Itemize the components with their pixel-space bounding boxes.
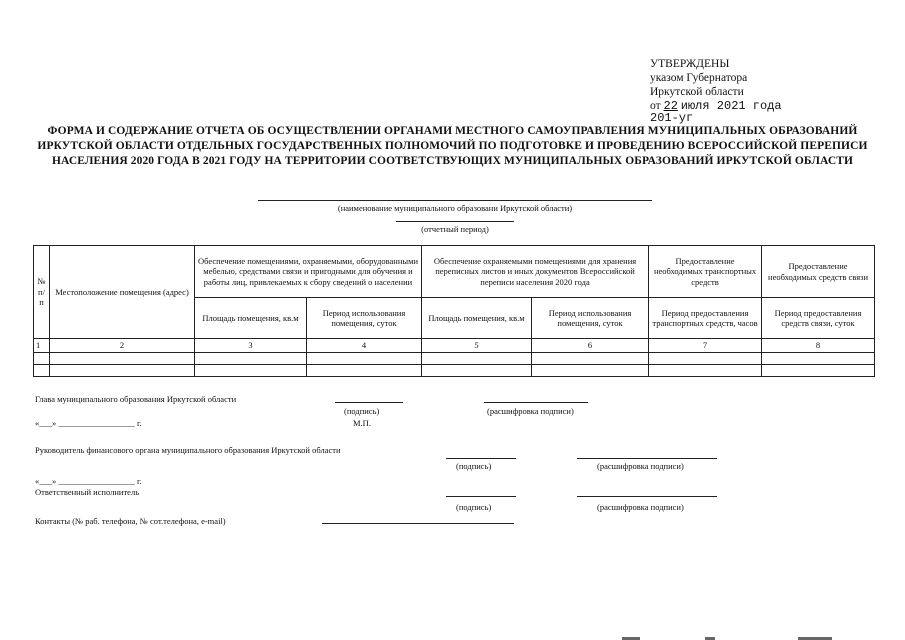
table-cell[interactable] [307, 364, 422, 376]
contacts-line[interactable] [322, 523, 514, 524]
table-cell[interactable] [762, 364, 875, 376]
table-cell[interactable] [50, 364, 195, 376]
table-cell[interactable] [532, 352, 649, 364]
table-cell[interactable] [649, 364, 762, 376]
finance-signature-caption: (подпись) [456, 461, 492, 471]
table-cell[interactable] [762, 352, 875, 364]
table-cell[interactable] [649, 352, 762, 364]
period-caption: (отчетный период) [421, 224, 489, 234]
head-decoding-line[interactable] [484, 402, 588, 403]
column-number: 2 [50, 339, 195, 353]
approval-date-day: 22 [663, 99, 678, 113]
approval-date-month-year: июля 2021 года [680, 99, 782, 113]
executor-signature-line[interactable] [446, 496, 516, 497]
table-cell[interactable] [307, 352, 422, 364]
approval-number: 201-уг [650, 111, 694, 125]
header-transport-period: Период предоставления транспортных средств, часов [649, 298, 762, 339]
approval-line-3: Иркутской области [650, 86, 744, 98]
document-title: ФОРМА И СОДЕРЖАНИЕ ОТЧЕТА ОБ ОСУЩЕСТВЛЕНИИ ОРГАНАМИ МЕСТНОГО САМОУПРАВЛЕНИЯ МУНИЦИПАЛЬНЫХ ОБРАЗОВАНИЙ ИРКУТСКОЙ ОБЛАСТИ ОТДЕЛЬНЫХ ГОСУДАРСТВЕННЫХ ПОЛНОМОЧИЙ ПО ПОДГОТОВКЕ И ПРОВЕДЕНИЮ ВСЕРОССИЙСКОЙ ПЕРЕПИСИ НАСЕЛЕНИЯ 2020 ГОДА В 2021 ГОДУ НА ТЕРРИТОРИИ СООТВЕТСТВУЮЩИХ МУНИЦИПАЛЬНЫХ ОБРАЗОВАНИЙ ИРКУТСКОЙ ОБЛАСТИ [37, 125, 868, 167]
table-cell[interactable] [195, 364, 307, 376]
column-number: 1 [34, 339, 50, 353]
executor-decoding-line[interactable] [577, 496, 717, 497]
column-number: 6 [532, 339, 649, 353]
approval-date-prefix: от [650, 100, 661, 112]
finance-signature-line[interactable] [446, 458, 516, 459]
table-cell[interactable] [532, 364, 649, 376]
table-row [34, 352, 875, 364]
finance-decoding-line[interactable] [577, 458, 717, 459]
table-cell[interactable] [34, 364, 50, 376]
executor-decoding-caption: (расшифровка подписи) [597, 502, 684, 512]
report-table [33, 245, 875, 377]
header-group-storage: Обеспечение охраняемыми помещениями для хранения переписных листов и иных документов Всероссийской переписи населения 2020 года [422, 246, 649, 298]
finance-label: Руководитель финансового органа муниципального образования Иркутской области [35, 445, 341, 455]
finance-date-line[interactable]: «___» __________________ г. [35, 476, 142, 486]
table-cell[interactable] [422, 352, 532, 364]
table-row [34, 364, 875, 376]
table-header-row-1 [34, 246, 875, 298]
municipality-caption: (наименование муниципального образовани Иркутской области) [337, 203, 573, 213]
approval-line-1: УТВЕРЖДЕНЫ [650, 58, 730, 70]
header-group-communication: Предоставление необходимых средств связи [762, 246, 875, 298]
approval-line-2: указом Губернатора [650, 72, 748, 84]
header-no: № п/п [34, 246, 50, 339]
executor-label: Ответственный исполнитель [35, 487, 140, 497]
period-line [396, 221, 514, 222]
column-number: 5 [422, 339, 532, 353]
header-premises-period: Период использования помещения, суток [307, 298, 422, 339]
table-cell[interactable] [34, 352, 50, 364]
table-cell[interactable] [50, 352, 195, 364]
column-number: 8 [762, 339, 875, 353]
executor-signature-caption: (подпись) [456, 502, 492, 512]
table-column-numbers [34, 339, 875, 353]
column-number: 4 [307, 339, 422, 353]
finance-decoding-caption: (расшифровка подписи) [597, 461, 684, 471]
municipality-line [258, 200, 652, 201]
column-number: 3 [195, 339, 307, 353]
header-communication-period: Период предоставления средств связи, суток [762, 298, 875, 339]
approval-block [650, 57, 782, 125]
header-group-premises: Обеспечение помещениями, охраняемыми, оборудованными мебелью, средствами связи и пригодными для обучения и работы лиц, привлекаемых к сбору сведений о населении [195, 246, 422, 298]
head-decoding-caption: (расшифровка подписи) [487, 406, 574, 416]
header-premises-area: Площадь помещения, кв.м [195, 298, 307, 339]
head-label: Глава муниципального образования Иркутской области [35, 394, 237, 404]
contacts-label: Контакты (№ раб. телефона, № сот.телефона, e-mail) [35, 516, 226, 526]
seal-mark: М.П. [353, 418, 371, 428]
column-number: 7 [649, 339, 762, 353]
table-cell[interactable] [195, 352, 307, 364]
head-signature-caption: (подпись) [344, 406, 380, 416]
header-storage-period: Период использования помещения, суток [532, 298, 649, 339]
head-signature-line[interactable] [335, 402, 403, 403]
header-location: Местоположение помещения (адрес) [50, 246, 195, 339]
head-date-line[interactable]: «___» __________________ г. [35, 418, 142, 428]
table-cell[interactable] [422, 364, 532, 376]
header-storage-area: Площадь помещения, кв.м [422, 298, 532, 339]
header-group-transport: Предоставление необходимых транспортных средств [649, 246, 762, 298]
